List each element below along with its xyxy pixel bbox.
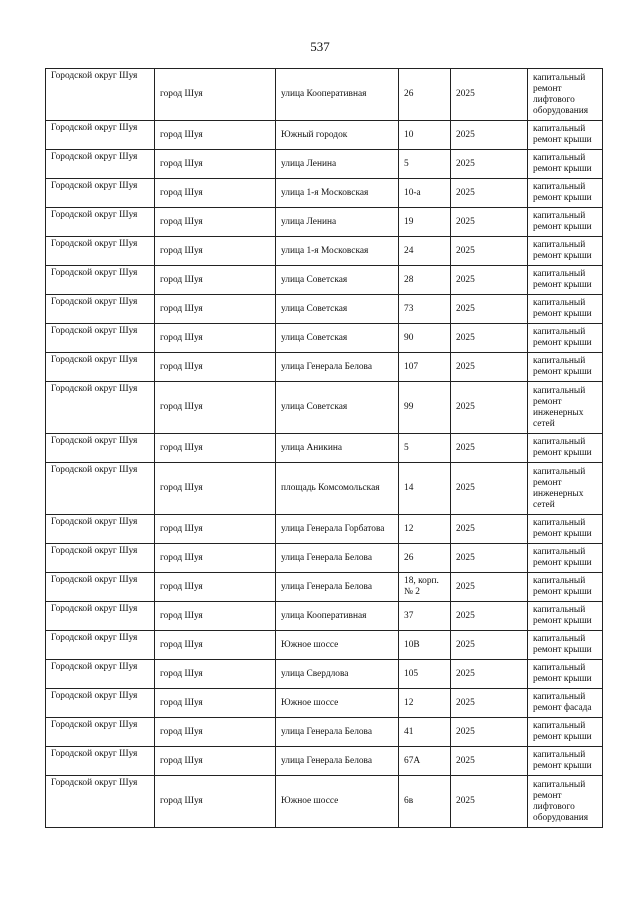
cell-work-type: капитальный ремонт крыши <box>528 718 603 747</box>
cell-work-type: капитальный ремонт крыши <box>528 544 603 573</box>
cell-work-type: капитальный ремонт крыши <box>528 631 603 660</box>
cell-settlement: город Шуя <box>155 237 276 266</box>
table-row <box>46 208 603 237</box>
cell-street: улица Ленина <box>276 208 399 237</box>
cell-settlement: город Шуя <box>155 718 276 747</box>
page-number: 537 <box>310 39 330 54</box>
cell-house-number: 18, корп. № 2 <box>399 573 451 602</box>
cell-municipality: Городской округ Шуя <box>46 324 155 353</box>
cell-municipality: Городской округ Шуя <box>46 689 155 718</box>
cell-house-number: 6в <box>399 776 451 828</box>
cell-settlement: город Шуя <box>155 324 276 353</box>
cell-street: Южное шоссе <box>276 631 399 660</box>
cell-settlement: город Шуя <box>155 631 276 660</box>
cell-work-type: капитальный ремонт крыши <box>528 324 603 353</box>
cell-year: 2025 <box>451 434 528 463</box>
cell-settlement: город Шуя <box>155 602 276 631</box>
cell-house-number: 5 <box>399 150 451 179</box>
cell-house-number: 24 <box>399 237 451 266</box>
cell-municipality: Городской округ Шуя <box>46 382 155 434</box>
cell-street: улица Советская <box>276 266 399 295</box>
cell-house-number: 5 <box>399 434 451 463</box>
cell-work-type: капитальный ремонт инженерных сетей <box>528 382 603 434</box>
cell-year: 2025 <box>451 324 528 353</box>
cell-settlement: город Шуя <box>155 544 276 573</box>
cell-street: улица Генерала Белова <box>276 544 399 573</box>
cell-municipality: Городской округ Шуя <box>46 150 155 179</box>
cell-work-type: капитальный ремонт крыши <box>528 353 603 382</box>
cell-street: улица Советская <box>276 295 399 324</box>
cell-municipality: Городской округ Шуя <box>46 718 155 747</box>
cell-street: улица Советская <box>276 324 399 353</box>
cell-year: 2025 <box>451 544 528 573</box>
cell-municipality: Городской округ Шуя <box>46 208 155 237</box>
cell-municipality: Городской округ Шуя <box>46 463 155 515</box>
cell-house-number: 14 <box>399 463 451 515</box>
table-row <box>46 179 603 208</box>
table-row <box>46 747 603 776</box>
cell-street: улица Генерала Белова <box>276 747 399 776</box>
cell-street: улица 1-я Московская <box>276 179 399 208</box>
cell-year: 2025 <box>451 353 528 382</box>
cell-work-type: капитальный ремонт крыши <box>528 179 603 208</box>
table-row <box>46 353 603 382</box>
cell-work-type: капитальный ремонт крыши <box>528 121 603 150</box>
cell-house-number: 10-а <box>399 179 451 208</box>
cell-house-number: 67А <box>399 747 451 776</box>
table-row <box>46 295 603 324</box>
cell-work-type: капитальный ремонт крыши <box>528 266 603 295</box>
table-row <box>46 515 603 544</box>
cell-year: 2025 <box>451 266 528 295</box>
cell-municipality: Городской округ Шуя <box>46 776 155 828</box>
cell-work-type: капитальный ремонт крыши <box>528 295 603 324</box>
cell-year: 2025 <box>451 150 528 179</box>
cell-house-number: 26 <box>399 544 451 573</box>
cell-work-type: капитальный ремонт фасада <box>528 689 603 718</box>
cell-settlement: город Шуя <box>155 121 276 150</box>
cell-house-number: 12 <box>399 515 451 544</box>
cell-municipality: Городской округ Шуя <box>46 747 155 776</box>
cell-work-type: капитальный ремонт крыши <box>528 434 603 463</box>
cell-year: 2025 <box>451 179 528 208</box>
cell-settlement: город Шуя <box>155 179 276 208</box>
cell-street: улица Ленина <box>276 150 399 179</box>
table-row <box>46 266 603 295</box>
cell-year: 2025 <box>451 515 528 544</box>
table-row <box>46 237 603 266</box>
cell-house-number: 37 <box>399 602 451 631</box>
cell-work-type: капитальный ремонт крыши <box>528 237 603 266</box>
table-row <box>46 324 603 353</box>
cell-municipality: Городской округ Шуя <box>46 353 155 382</box>
cell-street: улица Аникина <box>276 434 399 463</box>
cell-year: 2025 <box>451 208 528 237</box>
cell-year: 2025 <box>451 69 528 121</box>
cell-year: 2025 <box>451 689 528 718</box>
cell-street: улица Генерала Горбатова <box>276 515 399 544</box>
cell-year: 2025 <box>451 631 528 660</box>
cell-municipality: Городской округ Шуя <box>46 660 155 689</box>
table-row <box>46 660 603 689</box>
cell-settlement: город Шуя <box>155 434 276 463</box>
cell-house-number: 28 <box>399 266 451 295</box>
cell-year: 2025 <box>451 237 528 266</box>
cell-street: улица Генерала Белова <box>276 718 399 747</box>
repair-register-table <box>45 68 603 828</box>
cell-year: 2025 <box>451 382 528 434</box>
cell-municipality: Городской округ Шуя <box>46 515 155 544</box>
cell-work-type: капитальный ремонт крыши <box>528 747 603 776</box>
cell-settlement: город Шуя <box>155 69 276 121</box>
cell-house-number: 10В <box>399 631 451 660</box>
cell-house-number: 10 <box>399 121 451 150</box>
table-row <box>46 718 603 747</box>
cell-street: улица Советская <box>276 382 399 434</box>
cell-work-type: капитальный ремонт крыши <box>528 150 603 179</box>
cell-year: 2025 <box>451 463 528 515</box>
cell-work-type: капитальный ремонт крыши <box>528 660 603 689</box>
cell-settlement: город Шуя <box>155 208 276 237</box>
cell-year: 2025 <box>451 573 528 602</box>
cell-house-number: 41 <box>399 718 451 747</box>
cell-settlement: город Шуя <box>155 515 276 544</box>
table-row <box>46 573 603 602</box>
cell-settlement: город Шуя <box>155 353 276 382</box>
cell-street: улица 1-я Московская <box>276 237 399 266</box>
cell-house-number: 12 <box>399 689 451 718</box>
cell-work-type: капитальный ремонт лифтового оборудования <box>528 776 603 828</box>
cell-street: улица Кооперативная <box>276 69 399 121</box>
table-row <box>46 602 603 631</box>
cell-settlement: город Шуя <box>155 266 276 295</box>
cell-municipality: Городской округ Шуя <box>46 631 155 660</box>
cell-street: улица Генерала Белова <box>276 353 399 382</box>
cell-year: 2025 <box>451 295 528 324</box>
cell-street: Южное шоссе <box>276 776 399 828</box>
table-row <box>46 689 603 718</box>
cell-house-number: 105 <box>399 660 451 689</box>
cell-street: Южный городок <box>276 121 399 150</box>
cell-year: 2025 <box>451 602 528 631</box>
cell-municipality: Городской округ Шуя <box>46 544 155 573</box>
cell-house-number: 73 <box>399 295 451 324</box>
cell-work-type: капитальный ремонт лифтового оборудования <box>528 69 603 121</box>
table-row <box>46 776 603 828</box>
cell-settlement: город Шуя <box>155 747 276 776</box>
cell-house-number: 99 <box>399 382 451 434</box>
cell-work-type: капитальный ремонт инженерных сетей <box>528 463 603 515</box>
cell-municipality: Городской округ Шуя <box>46 69 155 121</box>
cell-year: 2025 <box>451 660 528 689</box>
cell-work-type: капитальный ремонт крыши <box>528 515 603 544</box>
cell-year: 2025 <box>451 747 528 776</box>
table-row <box>46 121 603 150</box>
cell-street: площадь Комсомольская <box>276 463 399 515</box>
cell-year: 2025 <box>451 776 528 828</box>
cell-municipality: Городской округ Шуя <box>46 237 155 266</box>
cell-settlement: город Шуя <box>155 295 276 324</box>
table-row <box>46 463 603 515</box>
cell-settlement: город Шуя <box>155 689 276 718</box>
table-row <box>46 150 603 179</box>
cell-municipality: Городской округ Шуя <box>46 573 155 602</box>
cell-street: Южное шоссе <box>276 689 399 718</box>
cell-municipality: Городской округ Шуя <box>46 179 155 208</box>
table-row <box>46 69 603 121</box>
cell-year: 2025 <box>451 718 528 747</box>
cell-house-number: 26 <box>399 69 451 121</box>
cell-settlement: город Шуя <box>155 573 276 602</box>
cell-settlement: город Шуя <box>155 382 276 434</box>
table-row <box>46 434 603 463</box>
cell-house-number: 107 <box>399 353 451 382</box>
table-body <box>46 69 603 828</box>
table-row <box>46 544 603 573</box>
cell-street: улица Свердлова <box>276 660 399 689</box>
cell-municipality: Городской округ Шуя <box>46 434 155 463</box>
cell-municipality: Городской округ Шуя <box>46 121 155 150</box>
cell-settlement: город Шуя <box>155 463 276 515</box>
cell-municipality: Городской округ Шуя <box>46 266 155 295</box>
cell-municipality: Городской округ Шуя <box>46 295 155 324</box>
cell-street: улица Кооперативная <box>276 602 399 631</box>
cell-year: 2025 <box>451 121 528 150</box>
cell-work-type: капитальный ремонт крыши <box>528 208 603 237</box>
cell-settlement: город Шуя <box>155 150 276 179</box>
table-row <box>46 631 603 660</box>
cell-house-number: 19 <box>399 208 451 237</box>
cell-house-number: 90 <box>399 324 451 353</box>
cell-work-type: капитальный ремонт крыши <box>528 573 603 602</box>
table-row <box>46 382 603 434</box>
cell-street: улица Генерала Белова <box>276 573 399 602</box>
cell-settlement: город Шуя <box>155 660 276 689</box>
cell-settlement: город Шуя <box>155 776 276 828</box>
cell-municipality: Городской округ Шуя <box>46 602 155 631</box>
cell-work-type: капитальный ремонт крыши <box>528 602 603 631</box>
